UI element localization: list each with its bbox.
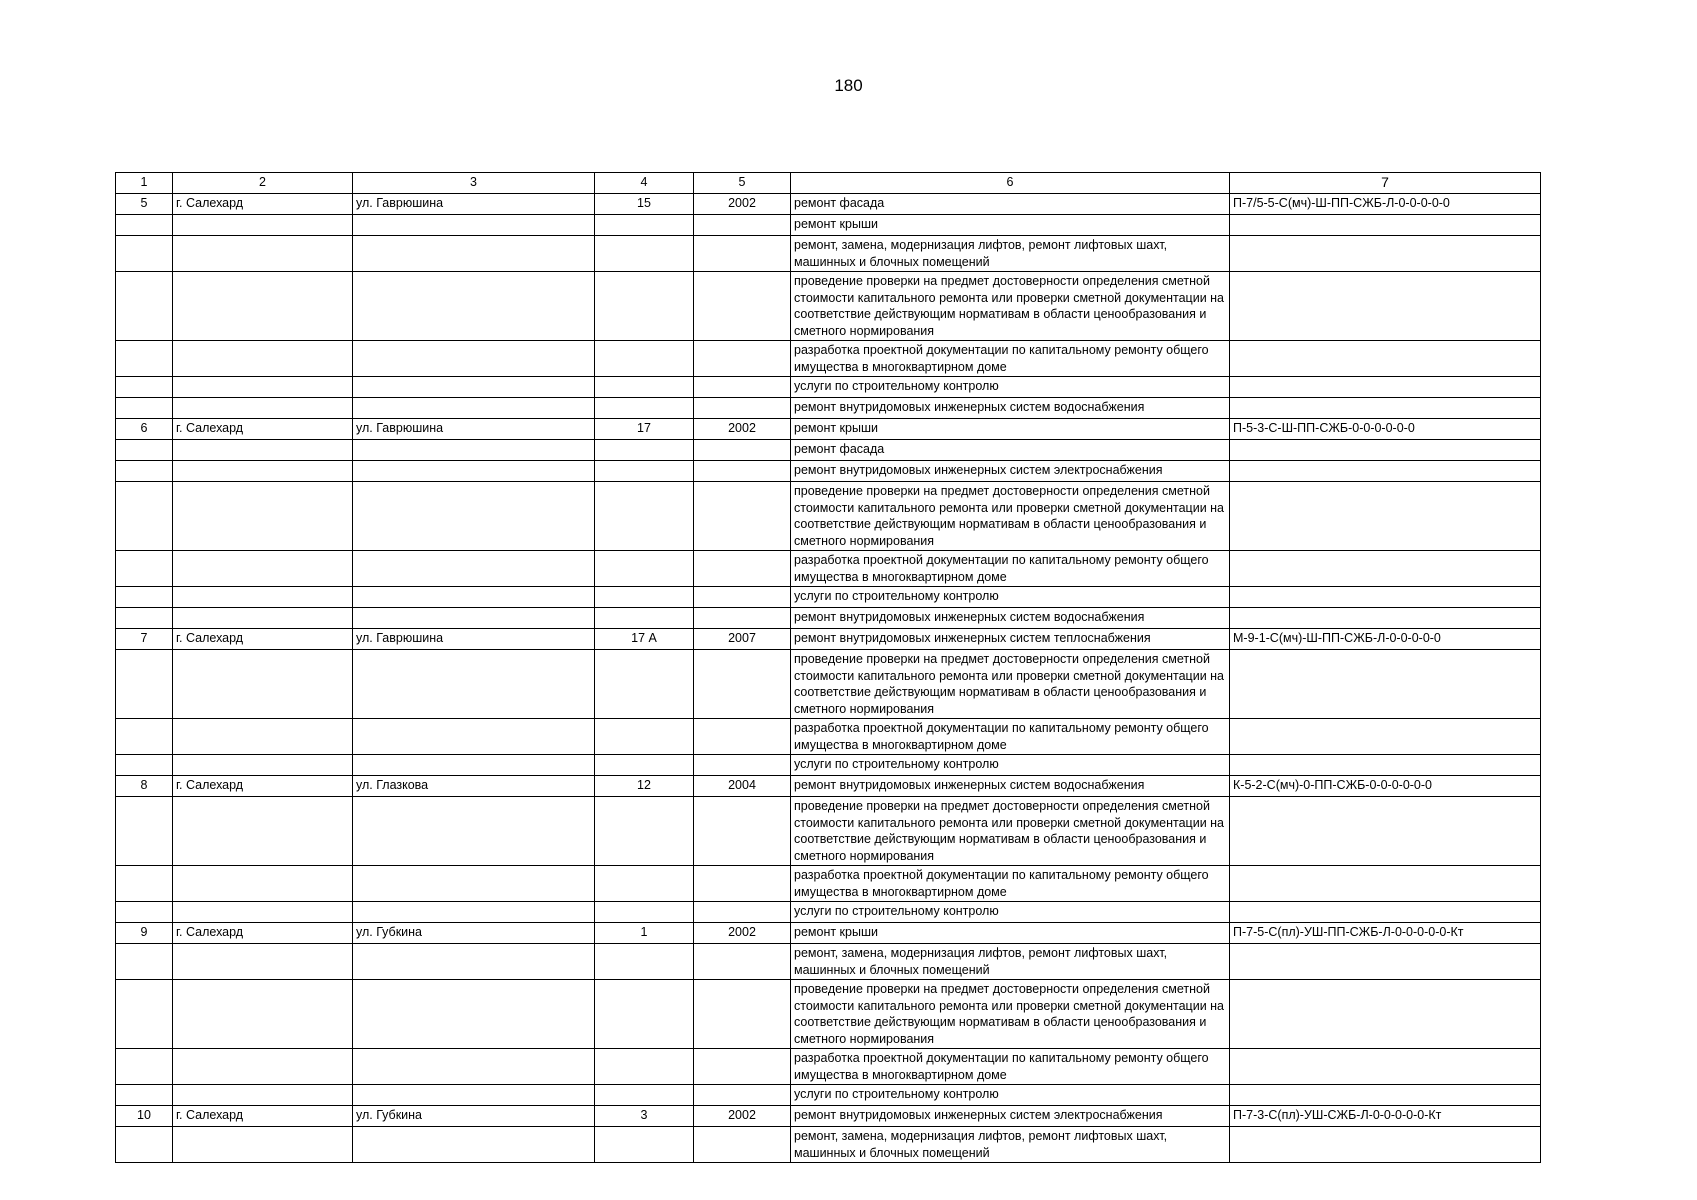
year-cell xyxy=(694,551,791,587)
house-number-cell: 15 xyxy=(595,194,694,215)
street-cell: ул. Губкина xyxy=(353,1106,595,1127)
house-number-cell xyxy=(595,944,694,980)
building-code-cell xyxy=(1230,902,1541,923)
table-row xyxy=(116,629,1541,650)
year-cell xyxy=(694,461,791,482)
house-number-cell xyxy=(595,377,694,398)
street-cell: ул. Глазкова xyxy=(353,776,595,797)
house-number-cell xyxy=(595,980,694,1049)
building-code-cell xyxy=(1230,1127,1541,1163)
street-cell xyxy=(353,1049,595,1085)
house-number-cell xyxy=(595,482,694,551)
table-row xyxy=(116,980,1541,1049)
year-cell xyxy=(694,902,791,923)
row-number-cell xyxy=(116,272,173,341)
city-cell xyxy=(173,1127,353,1163)
row-number-cell xyxy=(116,944,173,980)
table-row xyxy=(116,419,1541,440)
building-code-cell xyxy=(1230,587,1541,608)
house-number-cell: 1 xyxy=(595,923,694,944)
row-number-cell: 7 xyxy=(116,629,173,650)
work-type-cell: ремонт внутридомовых инженерных систем водоснабжения xyxy=(791,776,1230,797)
table-row xyxy=(116,482,1541,551)
year-cell xyxy=(694,1085,791,1106)
row-number-cell xyxy=(116,398,173,419)
building-code-cell xyxy=(1230,398,1541,419)
header-cell: 4 xyxy=(595,173,694,194)
row-number-cell: 8 xyxy=(116,776,173,797)
city-cell xyxy=(173,482,353,551)
city-cell xyxy=(173,755,353,776)
city-cell: г. Салехард xyxy=(173,776,353,797)
city-cell xyxy=(173,341,353,377)
year-cell xyxy=(694,719,791,755)
city-cell xyxy=(173,377,353,398)
city-cell xyxy=(173,272,353,341)
year-cell xyxy=(694,398,791,419)
work-type-cell: ремонт внутридомовых инженерных систем водоснабжения xyxy=(791,608,1230,629)
building-code-cell: П-7/5-5-С(мч)-Ш-ПП-СЖБ-Л-0-0-0-0-0 xyxy=(1230,194,1541,215)
row-number-cell xyxy=(116,650,173,719)
year-cell: 2002 xyxy=(694,194,791,215)
row-number-cell xyxy=(116,236,173,272)
city-cell xyxy=(173,215,353,236)
work-type-cell: проведение проверки на предмет достоверности определения сметной стоимости капитального ремонта или проверки сметной документации на соответствие действующим нормативам в области ценообразования и сметного нормирования xyxy=(791,272,1230,341)
work-type-cell: ремонт крыши xyxy=(791,215,1230,236)
street-cell xyxy=(353,650,595,719)
building-code-cell xyxy=(1230,944,1541,980)
street-cell xyxy=(353,341,595,377)
work-type-cell: услуги по строительному контролю xyxy=(791,902,1230,923)
house-number-cell xyxy=(595,1085,694,1106)
house-number-cell xyxy=(595,236,694,272)
year-cell xyxy=(694,608,791,629)
year-cell: 2002 xyxy=(694,923,791,944)
city-cell xyxy=(173,866,353,902)
work-type-cell: ремонт внутридомовых инженерных систем электроснабжения xyxy=(791,461,1230,482)
work-type-cell: проведение проверки на предмет достоверности определения сметной стоимости капитального ремонта или проверки сметной документации на соответствие действующим нормативам в области ценообразования и сметного нормирования xyxy=(791,482,1230,551)
table-row xyxy=(116,1049,1541,1085)
work-type-cell: услуги по строительному контролю xyxy=(791,755,1230,776)
header-cell: 2 xyxy=(173,173,353,194)
table-row xyxy=(116,650,1541,719)
year-cell xyxy=(694,341,791,377)
row-number-cell xyxy=(116,719,173,755)
row-number-cell xyxy=(116,440,173,461)
building-code-cell xyxy=(1230,341,1541,377)
table-row xyxy=(116,866,1541,902)
table-row xyxy=(116,608,1541,629)
building-code-cell xyxy=(1230,440,1541,461)
city-cell xyxy=(173,944,353,980)
table-row xyxy=(116,1085,1541,1106)
building-code-cell xyxy=(1230,650,1541,719)
house-number-cell: 17 А xyxy=(595,629,694,650)
street-cell xyxy=(353,272,595,341)
house-number-cell xyxy=(595,272,694,341)
building-code-cell xyxy=(1230,236,1541,272)
work-type-cell: услуги по строительному контролю xyxy=(791,587,1230,608)
year-cell xyxy=(694,440,791,461)
table-row xyxy=(116,776,1541,797)
page-number: 180 xyxy=(834,76,863,95)
street-cell xyxy=(353,980,595,1049)
work-type-cell: разработка проектной документации по капитальному ремонту общего имущества в многоквартирном доме xyxy=(791,719,1230,755)
header-cell: 1 xyxy=(116,173,173,194)
building-code-cell xyxy=(1230,719,1541,755)
city-cell xyxy=(173,719,353,755)
table-row xyxy=(116,194,1541,215)
building-code-cell xyxy=(1230,797,1541,866)
street-cell xyxy=(353,482,595,551)
year-cell xyxy=(694,980,791,1049)
year-cell xyxy=(694,755,791,776)
street-cell: ул. Губкина xyxy=(353,923,595,944)
work-type-cell: разработка проектной документации по капитальному ремонту общего имущества в многоквартирном доме xyxy=(791,341,1230,377)
house-number-cell xyxy=(595,341,694,377)
year-cell: 2002 xyxy=(694,1106,791,1127)
building-code-cell: П-7-3-С(пл)-УШ-СЖБ-Л-0-0-0-0-0-Кт xyxy=(1230,1106,1541,1127)
street-cell xyxy=(353,719,595,755)
building-code-cell: К-5-2-С(мч)-0-ПП-СЖБ-0-0-0-0-0-0 xyxy=(1230,776,1541,797)
row-number-cell xyxy=(116,1049,173,1085)
street-cell xyxy=(353,797,595,866)
table-row xyxy=(116,551,1541,587)
city-cell xyxy=(173,236,353,272)
row-number-cell xyxy=(116,551,173,587)
house-number-cell xyxy=(595,797,694,866)
city-cell xyxy=(173,902,353,923)
year-cell xyxy=(694,215,791,236)
house-number-cell xyxy=(595,461,694,482)
building-code-cell xyxy=(1230,1049,1541,1085)
work-type-cell: ремонт внутридомовых инженерных систем водоснабжения xyxy=(791,398,1230,419)
house-number-cell xyxy=(595,440,694,461)
city-cell xyxy=(173,650,353,719)
street-cell: ул. Гаврюшина xyxy=(353,419,595,440)
house-number-cell xyxy=(595,215,694,236)
year-cell: 2002 xyxy=(694,419,791,440)
row-number-cell xyxy=(116,902,173,923)
building-code-cell: П-7-5-С(пл)-УШ-ПП-СЖБ-Л-0-0-0-0-0-Кт xyxy=(1230,923,1541,944)
row-number-cell xyxy=(116,1085,173,1106)
header-cell: 6 xyxy=(791,173,1230,194)
table-body xyxy=(116,173,1541,1163)
row-number-cell: 6 xyxy=(116,419,173,440)
street-cell xyxy=(353,902,595,923)
year-cell xyxy=(694,650,791,719)
street-cell xyxy=(353,944,595,980)
year-cell xyxy=(694,236,791,272)
row-number-cell xyxy=(116,482,173,551)
year-cell xyxy=(694,272,791,341)
work-type-cell: разработка проектной документации по капитальному ремонту общего имущества в многоквартирном доме xyxy=(791,551,1230,587)
year-cell: 2004 xyxy=(694,776,791,797)
row-number-cell xyxy=(116,377,173,398)
table-row xyxy=(116,587,1541,608)
city-cell xyxy=(173,1049,353,1085)
street-cell xyxy=(353,377,595,398)
city-cell: г. Салехард xyxy=(173,629,353,650)
city-cell: г. Салехард xyxy=(173,1106,353,1127)
header-cell: 7 xyxy=(1230,173,1541,194)
building-code-cell xyxy=(1230,1085,1541,1106)
house-number-cell xyxy=(595,866,694,902)
year-cell xyxy=(694,1049,791,1085)
building-code-cell xyxy=(1230,866,1541,902)
work-type-cell: ремонт крыши xyxy=(791,419,1230,440)
street-cell xyxy=(353,587,595,608)
city-cell: г. Салехард xyxy=(173,419,353,440)
house-number-cell xyxy=(595,902,694,923)
work-type-cell: ремонт, замена, модернизация лифтов, ремонт лифтовых шахт, машинных и блочных помещений xyxy=(791,944,1230,980)
building-code-cell: М-9-1-С(мч)-Ш-ПП-СЖБ-Л-0-0-0-0-0 xyxy=(1230,629,1541,650)
header-cell: 3 xyxy=(353,173,595,194)
building-code-cell xyxy=(1230,377,1541,398)
street-cell: ул. Гаврюшина xyxy=(353,194,595,215)
city-cell xyxy=(173,797,353,866)
city-cell xyxy=(173,551,353,587)
table-row xyxy=(116,236,1541,272)
table-row xyxy=(116,215,1541,236)
street-cell xyxy=(353,215,595,236)
year-cell xyxy=(694,1127,791,1163)
row-number-cell xyxy=(116,980,173,1049)
work-type-cell: ремонт фасада xyxy=(791,194,1230,215)
house-number-cell xyxy=(595,398,694,419)
table-row xyxy=(116,272,1541,341)
table-row xyxy=(116,440,1541,461)
table-row xyxy=(116,719,1541,755)
street-cell xyxy=(353,866,595,902)
house-number-cell xyxy=(595,719,694,755)
house-number-cell xyxy=(595,1049,694,1085)
street-cell xyxy=(353,608,595,629)
house-number-cell xyxy=(595,587,694,608)
row-number-cell xyxy=(116,461,173,482)
city-cell xyxy=(173,608,353,629)
street-cell xyxy=(353,1127,595,1163)
city-cell xyxy=(173,398,353,419)
building-code-cell xyxy=(1230,755,1541,776)
table-header-row xyxy=(116,173,1541,194)
row-number-cell xyxy=(116,797,173,866)
year-cell: 2007 xyxy=(694,629,791,650)
table-row xyxy=(116,341,1541,377)
street-cell xyxy=(353,398,595,419)
work-type-cell: ремонт, замена, модернизация лифтов, ремонт лифтовых шахт, машинных и блочных помещений xyxy=(791,1127,1230,1163)
house-number-cell xyxy=(595,1127,694,1163)
year-cell xyxy=(694,482,791,551)
work-type-cell: ремонт внутридомовых инженерных систем теплоснабжения xyxy=(791,629,1230,650)
work-type-cell: ремонт внутридомовых инженерных систем электроснабжения xyxy=(791,1106,1230,1127)
building-code-cell xyxy=(1230,482,1541,551)
table-row xyxy=(116,1106,1541,1127)
work-type-cell: ремонт, замена, модернизация лифтов, ремонт лифтовых шахт, машинных и блочных помещений xyxy=(791,236,1230,272)
street-cell xyxy=(353,461,595,482)
work-type-cell: услуги по строительному контролю xyxy=(791,377,1230,398)
table-row xyxy=(116,923,1541,944)
building-code-cell xyxy=(1230,551,1541,587)
year-cell xyxy=(694,866,791,902)
year-cell xyxy=(694,377,791,398)
table-row xyxy=(116,902,1541,923)
house-number-cell xyxy=(595,755,694,776)
row-number-cell: 5 xyxy=(116,194,173,215)
city-cell xyxy=(173,461,353,482)
house-number-cell xyxy=(595,551,694,587)
row-number-cell xyxy=(116,341,173,377)
row-number-cell: 9 xyxy=(116,923,173,944)
table-row xyxy=(116,944,1541,980)
city-cell: г. Салехард xyxy=(173,923,353,944)
table-row xyxy=(116,755,1541,776)
table-row xyxy=(116,377,1541,398)
building-code-cell xyxy=(1230,461,1541,482)
work-type-cell: разработка проектной документации по капитальному ремонту общего имущества в многоквартирном доме xyxy=(791,1049,1230,1085)
row-number-cell xyxy=(116,755,173,776)
row-number-cell xyxy=(116,1127,173,1163)
street-cell xyxy=(353,551,595,587)
row-number-cell xyxy=(116,866,173,902)
building-code-cell xyxy=(1230,272,1541,341)
street-cell: ул. Гаврюшина xyxy=(353,629,595,650)
year-cell xyxy=(694,797,791,866)
table-row xyxy=(116,1127,1541,1163)
row-number-cell xyxy=(116,608,173,629)
city-cell xyxy=(173,440,353,461)
work-type-cell: проведение проверки на предмет достоверности определения сметной стоимости капитального ремонта или проверки сметной документации на соответствие действующим нормативам в области ценообразования и сметного нормирования xyxy=(791,980,1230,1049)
building-code-cell xyxy=(1230,215,1541,236)
work-type-cell: проведение проверки на предмет достоверности определения сметной стоимости капитального ремонта или проверки сметной документации на соответствие действующим нормативам в области ценообразования и сметного нормирования xyxy=(791,797,1230,866)
city-cell: г. Салехард xyxy=(173,194,353,215)
year-cell xyxy=(694,944,791,980)
street-cell xyxy=(353,755,595,776)
row-number-cell xyxy=(116,215,173,236)
year-cell xyxy=(694,587,791,608)
table-row xyxy=(116,398,1541,419)
work-type-cell: проведение проверки на предмет достоверности определения сметной стоимости капитального ремонта или проверки сметной документации на соответствие действующим нормативам в области ценообразования и сметного нормирования xyxy=(791,650,1230,719)
house-number-cell: 3 xyxy=(595,1106,694,1127)
work-type-cell: разработка проектной документации по капитальному ремонту общего имущества в многоквартирном доме xyxy=(791,866,1230,902)
city-cell xyxy=(173,587,353,608)
table-row xyxy=(116,797,1541,866)
street-cell xyxy=(353,1085,595,1106)
row-number-cell: 10 xyxy=(116,1106,173,1127)
repair-program-table xyxy=(115,172,1541,1163)
row-number-cell xyxy=(116,587,173,608)
header-cell: 5 xyxy=(694,173,791,194)
street-cell xyxy=(353,236,595,272)
table-row xyxy=(116,461,1541,482)
house-number-cell: 17 xyxy=(595,419,694,440)
building-code-cell xyxy=(1230,608,1541,629)
building-code-cell xyxy=(1230,980,1541,1049)
house-number-cell xyxy=(595,608,694,629)
work-type-cell: услуги по строительному контролю xyxy=(791,1085,1230,1106)
work-type-cell: ремонт фасада xyxy=(791,440,1230,461)
city-cell xyxy=(173,980,353,1049)
work-type-cell: ремонт крыши xyxy=(791,923,1230,944)
street-cell xyxy=(353,440,595,461)
city-cell xyxy=(173,1085,353,1106)
building-code-cell: П-5-3-С-Ш-ПП-СЖБ-0-0-0-0-0-0 xyxy=(1230,419,1541,440)
house-number-cell xyxy=(595,650,694,719)
house-number-cell: 12 xyxy=(595,776,694,797)
